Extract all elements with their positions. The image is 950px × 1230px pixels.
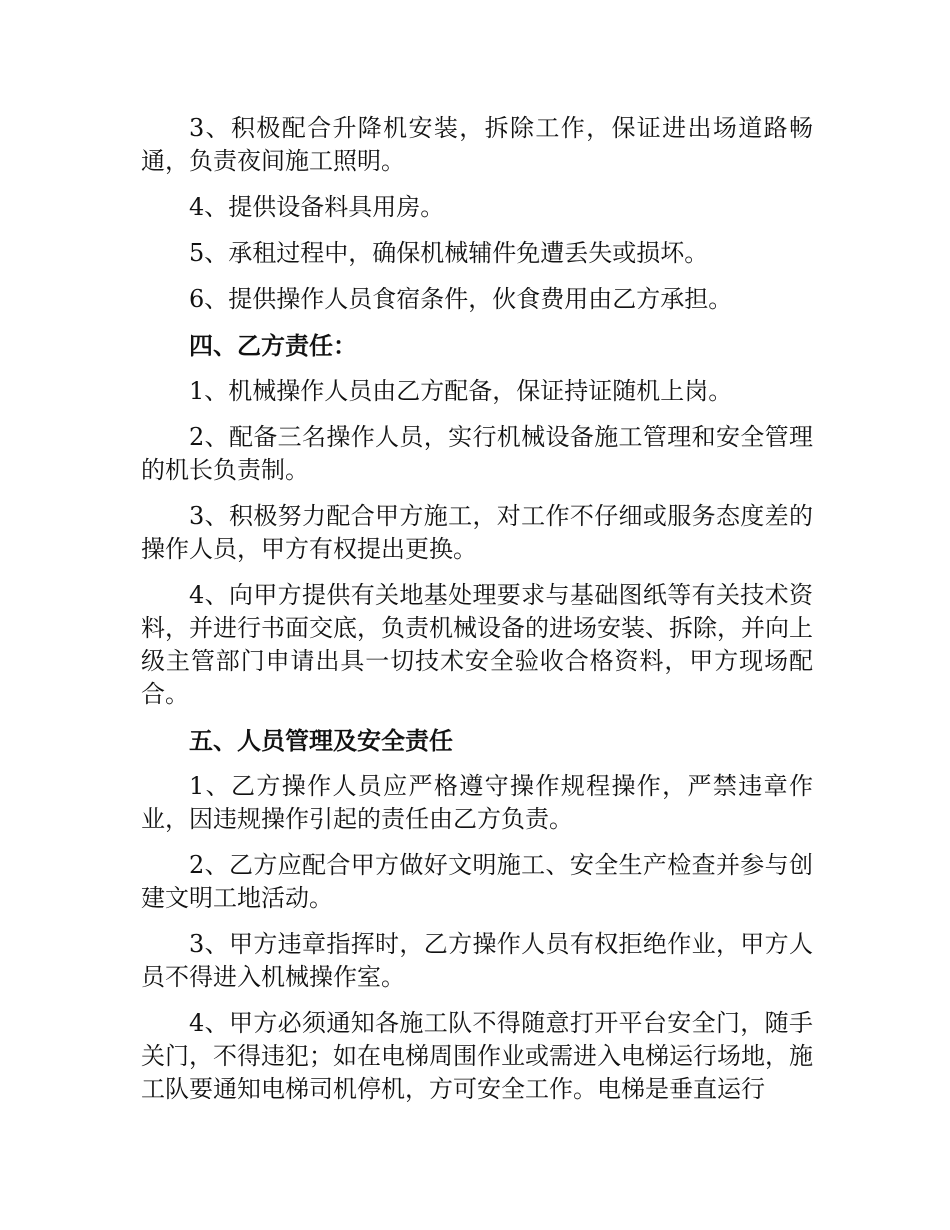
paragraph-party-a-item-6: 6、提供操作人员食宿条件，伙食费用由乙方承担。 [189, 285, 733, 313]
paragraph-safety-item-4: 4、甲方必须通知各施工队不得随意打开平台安全门，随手关门，不得违犯；如在电梯周围作业或需进入电梯运行场地，施工队要通知电梯司机停机，方可安全工作。电梯是垂直运行 [141, 1009, 813, 1103]
paragraph-party-a-item-4: 4、提供设备料具用房。 [189, 193, 445, 221]
paragraph-party-b-item-2: 2、配备三名操作人员，实行机械设备施工管理和安全管理的机长负责制。 [141, 423, 813, 484]
paragraph-safety-item-2: 2、乙方应配合甲方做好文明施工、安全生产检查并参与创建文明工地活动。 [141, 851, 813, 912]
paragraph-party-b-item-4: 4、向甲方提供有关地基处理要求与基础图纸等有关技术资料，并进行书面交底，负责机械设备的进场安装、拆除，并向上级主管部门申请出具一切技术安全验收合格资料，甲方现场配合。 [141, 581, 813, 708]
paragraph-safety-item-3: 3、甲方违章指挥时，乙方操作人员有权拒绝作业，甲方人员不得进入机械操作室。 [141, 930, 813, 991]
document-body [141, 112, 813, 1119]
paragraph-party-a-item-5: 5、承租过程中，确保机械辅件免遭丢失或损坏。 [189, 239, 709, 267]
section-heading-party-b: 四、乙方责任： [189, 331, 357, 360]
section-heading-safety: 五、人员管理及安全责任 [189, 726, 453, 755]
paragraph-party-a-item-3: 3、积极配合升降机安装，拆除工作，保证进出场道路畅通，负责夜间施工照明。 [141, 114, 813, 175]
paragraph-party-b-item-3: 3、积极努力配合甲方施工，对工作不仔细或服务态度差的操作人员，甲方有权提出更换。 [141, 502, 813, 563]
paragraph-party-b-item-1: 1、机械操作人员由乙方配备，保证持证随机上岗。 [189, 377, 733, 405]
paragraph-safety-item-1: 1、乙方操作人员应严格遵守操作规程操作，严禁违章作业，因违规操作引起的责任由乙方负责。 [141, 772, 813, 833]
